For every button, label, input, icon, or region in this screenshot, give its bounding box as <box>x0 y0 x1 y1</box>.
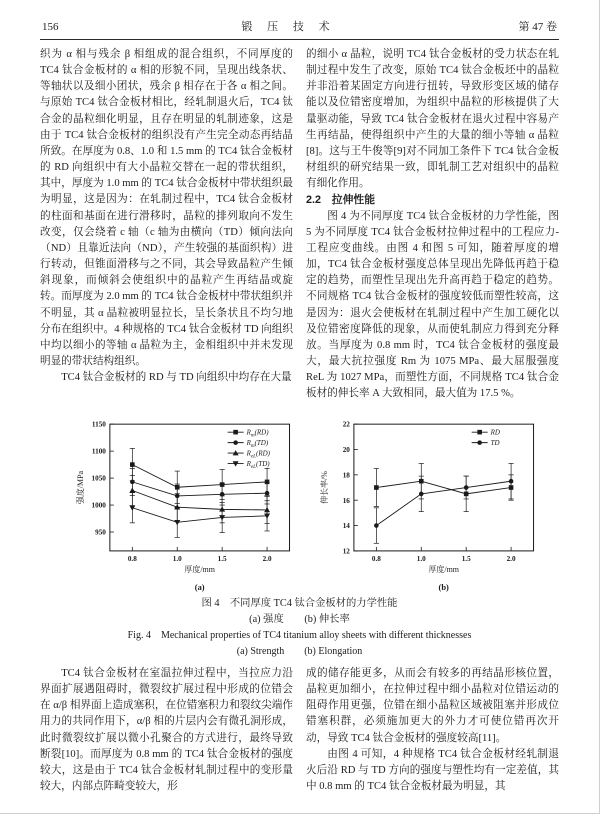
page-number: 156 <box>42 21 59 33</box>
svg-text:1000: 1000 <box>91 501 106 510</box>
svg-text:1.0: 1.0 <box>172 554 182 563</box>
body-text-top <box>40 47 559 409</box>
body-paragraph: 图 4 为不同厚度 TC4 钛合金板材的力学性能，图 5 为不同厚度 TC4 钛合金板材拉伸过程中的工程应力-工程应变曲线。由图 4 和图 5 可知，随着厚度的增加，TC4 钛合金板材强度总体呈现出先降低再趋于稳定的趋势，而塑性呈现出先升高再趋于稳定的趋势。不同规格 TC4 钛合金板材的强度较低而塑性较高，这是因为：退火会使板材在轧制过程中产生加工硬化以及位错密度降低的现象，从而使轧制应力得到充分释放。当厚度为 0.8 mm 时，TC4 钛合金板材的强度最大，最大抗拉强度 Rm 为 1075 MPa、最大屈服强度 ReL 为 1027 MPa，而塑性方面，不同规格 TC4 钛合金板材的伸长率 A 大致相同，最大值为 17.5 %。 <box>306 210 559 400</box>
volume-label: 第 47 卷 <box>518 21 557 33</box>
section-heading: 2.2 拉伸性能 <box>306 194 375 207</box>
svg-text:(b): (b) <box>438 581 449 592</box>
body-paragraph: 成的储存能更多，从而会有较多的再结晶形核位置，晶粒更加细小，在拉伸过程中细小晶粒对位错运动的阻碍作用更强，位错在细小晶粒区域被阻塞并形成位错塞积群，必须施加更大的外力才可使位错再次开动，导致 TC4 钛合金板材的强度较高[11]。 <box>306 668 559 744</box>
svg-text:1.5: 1.5 <box>217 554 227 563</box>
svg-text:ReL(TD): $R_{eL}(TD)$ <box>246 460 270 471</box>
body-paragraph: TC4 钛合金板材在室温拉伸过程中，当拉应力沿界面扩展遇阻碍时，微裂纹扩展过程中形成的位错会在 α/β 相界面上造成塞积，在位错塞积力和裂纹尖端作用力的共同作用下，α/β 相的片层内会有微孔洞形成，此时微裂纹扩展以微小孔聚合的方式进行，最终导致断裂[10]。而厚度为 0.8 mm 的 TC4 钛合金板材的强度较大，这是由于 TC4 钛合金板材轧制过程中的变形量较大，内部点阵畸变较大，形 <box>40 668 293 793</box>
svg-text:1.0: 1.0 <box>416 554 426 563</box>
journal-title: 锻 压 技 术 <box>241 21 336 33</box>
svg-text:RD: RD <box>490 428 500 437</box>
svg-text:18: 18 <box>342 471 350 480</box>
figure-charts <box>40 411 559 595</box>
chart-elongation <box>300 411 556 595</box>
svg-text:强度/MPa: 强度/MPa <box>75 470 85 505</box>
svg-text:22: 22 <box>342 420 350 429</box>
svg-text:20: 20 <box>342 446 350 455</box>
svg-text:1.5: 1.5 <box>461 554 471 563</box>
svg-text:(a): (a) <box>194 581 205 592</box>
figure-4 <box>40 411 559 660</box>
page-header <box>40 18 559 40</box>
svg-text:1050: 1050 <box>91 474 106 483</box>
svg-text:16: 16 <box>342 496 350 505</box>
chart-strength <box>44 411 300 595</box>
svg-text:ReL(RD): $R_{eL}(RD)$ <box>246 449 270 460</box>
svg-text:厚度/mm: 厚度/mm <box>427 564 459 574</box>
body-paragraph: TC4 钛合金板材的 RD 与 TD 向组织中均存在大量 <box>61 372 292 384</box>
svg-text:厚度/mm: 厚度/mm <box>184 564 215 574</box>
svg-text:2.0: 2.0 <box>506 554 516 563</box>
figure-caption <box>40 596 559 660</box>
figure-caption-en: Fig. 4 Mechanical properties of TC4 titanium alloy sheets with different thicknesses <box>127 630 472 641</box>
svg-text:0.8: 0.8 <box>371 554 381 563</box>
body-text-bottom <box>40 666 559 814</box>
svg-text:950: 950 <box>95 528 106 537</box>
right-column <box>306 47 559 409</box>
svg-text:伸长率/%: 伸长率/% <box>319 471 329 504</box>
svg-text:12: 12 <box>342 547 350 556</box>
figure-caption-en-sub: (a) Strength (b) Elongation <box>236 646 363 657</box>
figure-caption-cn-sub: (a) 强度 (b) 伸长率 <box>249 614 350 625</box>
svg-text:Rm(TD): $R_m(TD)$ <box>246 439 269 450</box>
body-paragraph: 的细小 α 晶粒，说明 TC4 钛合金板材的受力状态在轧制过程中发生了改变，原始 TC4 钛合金板坯中的晶粒并非沿着某固定方向进行扭转，导致形变区域的储存能以及位错密度增加，为组织中晶粒的形核提供了大量驱动能，导致 TC4 钛合金板材在退火过程中容易产生再结晶，使得组织中产生的大量的细小等轴 α 晶粒[8]。这与王牛俊等[9]对不同加工条件下 TC4 钛合金板材组织的研究结果一致，即轧制工艺对组织中的晶粒有细化作用。 <box>306 49 559 190</box>
svg-text:Rm(RD): $R_m(RD)$ <box>246 428 269 439</box>
svg-text:1100: 1100 <box>91 447 106 456</box>
body-paragraph: 织为 α 相与残余 β 相组成的混合组织，不同厚度的 TC4 钛合金板材的 α 相的形貌不同，呈现出线条状、等轴状以及细小团状，残余 β 相存在于各 α 相之间。与原始 TC4 钛合金板材相比，经轧制退火后，TC4 钛合金的晶粒细化明显，且存在明显的轧制迹象，这是由于 TC4 钛合金板材的组织没有产生完全动态再结晶所致。在厚度为 0.8、1.0 和 1.5 mm 的 TC4 钛合金板材的 RD 向组织中有大小晶粒交替在一起的带状组织，其中，厚度为 1.0 mm 的 TC4 钛合金板材中带状组织最为明显，这是因为：在轧制过程中，TC4 钛合金板材的柱面和基面在进行滑移时，晶粒的排列取向不发生改变，仅会绕着 c 轴（c 轴为由横向（TD）倾向法向（ND）且靠近法向（ND），产生较强的基面织构）进行转动，但锥面滑移与之不同，其会导致晶粒产生倾斜现象，而倾斜会使组织中的晶粒产生再结晶或旋转。而厚度为 2.0 mm 的 TC4 钛合金板材中带状组织并不明显，其 α 晶粒被明显拉长，呈长条状且不均匀地分布在组织中。4 种规格的 TC4 钛合金板材 TD 向组织中均以细小的等轴 α 晶粒为主，金相组织中并未发现明显的带状结构组织。 <box>40 49 293 367</box>
figure-caption-cn: 图 4 不同厚度 TC4 钛合金板材的力学性能 <box>201 598 398 609</box>
body-paragraph: 由图 4 可知，4 种规格 TC4 钛合金板材经轧制退火后沿 RD 与 TD 方向的强度与塑性均有一定差值，其中 0.8 mm 的 TC4 钛合金板材最为明显，其 <box>306 748 559 793</box>
svg-text:14: 14 <box>342 522 350 531</box>
svg-text:1150: 1150 <box>91 420 106 429</box>
svg-text:0.8: 0.8 <box>127 554 137 563</box>
svg-text:2.0: 2.0 <box>262 554 272 563</box>
svg-text:TD: TD <box>490 439 500 448</box>
left-column <box>40 47 293 409</box>
left-column-bottom <box>40 666 293 814</box>
right-column-bottom <box>306 666 559 814</box>
